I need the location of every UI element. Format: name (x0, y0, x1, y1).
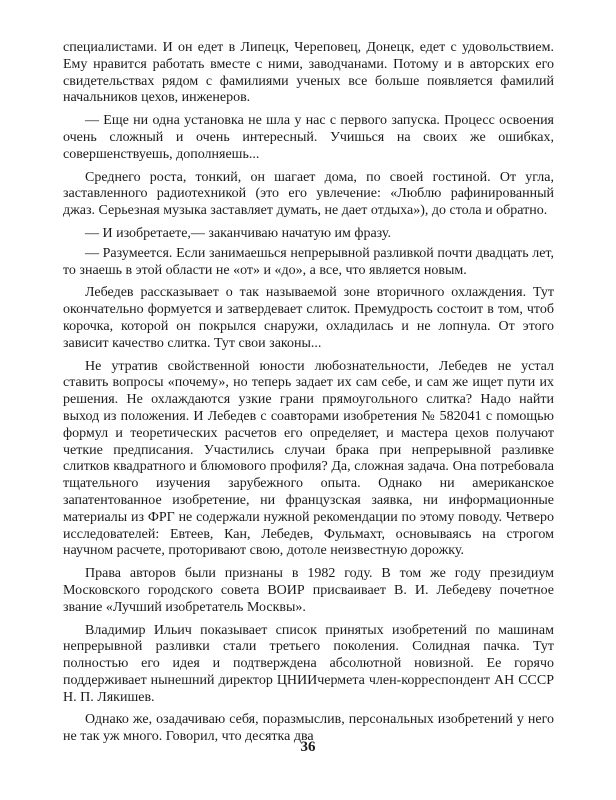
body-text (63, 40, 554, 752)
paragraph-2: — Еще ни одна установка не шла у нас с первого запуска. Процесс освоения очень сложный и очень интересный. Учишься на своих же ошибках, совершенствуешь, дополняешь... (63, 113, 554, 162)
paragraph-1: специалистами. И он едет в Липецк, Череповец, Донецк, едет с удовольствием. Ему нравится работать вместе с ними, заводчанами. Потому и в авторских его свидетельствах рядом с фамилиями ученых все больше появляется фамилий начальников цехов, инженеров. (63, 40, 554, 106)
paragraph-9: Владимир Ильич показывает список принятых изобретений по машинам непрерывной разливки стали третьего поколения. Солидная пачка. Тут полностью его идея и подтверждена абсолютной новизной. Ее горячо поддерживает нынешний директор ЦНИИчермета член-корреспондент АН СССР Н. П. Лякишев. (63, 622, 554, 705)
paragraph-4: — И изобретаете,— заканчиваю начатую им фразу. (85, 225, 392, 241)
page-number: 36 (300, 739, 316, 755)
paragraph-5: — Разумеется. Если занимаешься непрерывной разливкой почти двадцать лет, то знаешь в этой области не «от» и «до», а все, что является новым. (63, 245, 554, 278)
paragraph-10: Однако же, озадачиваю себя, поразмыслив, персональных изобретений у него не так уж много. Говорил, что десятка два (63, 712, 554, 745)
paragraph-7: Не утратив свойственной юности любознательности, Лебедев не устал ставить вопросы «почему», но теперь задает их сам себе, и сам же ищет пути их решения. Не охлаждаются узкие грани прямоугольного слитка? Надо найти выход из положения. И Лебедев с соавторами изобретения № 582041 с помощью формул и теоретических расчетов его определяет, и мастера цехов получают четкие предписания. Участились случаи брака при непрерывной разливке слитков квадратного и блюмового профиля? Да, сложная задача. Она потребовала тщательного изучения зарубежного опыта. Однако ни американское запатентованное изобретение, ни французская заявка, ни информационные материалы из ФРГ не содержали нужной рекомендации по этому поводу. Четверо исследователей: Евтеев, Кан, Лебедев, Фульмахт, основываясь на строгом научном расчете, проторивают свою, дотоле неизвестную дорожку. (63, 358, 554, 559)
paragraph-8: Права авторов были признаны в 1982 году. В том же году президиум Московского городского совета ВОИР присваивает В. И. Лебедеву почетное звание «Лучший изобретатель Москвы». (63, 566, 554, 615)
paragraph-3: Среднего роста, тонкий, он шагает дома, по своей гостиной. От угла, заставленного радиотехникой (это его увлечение: «Люблю рафинированный джаз. Серьезная музыка заставляет думать, не дает отдыха»), до стола и обратно. (63, 169, 554, 219)
paragraph-6: Лебедев рассказывает о так называемой зоне вторичного охлаждения. Тут окончательно формуется и затвердевает слиток. Премудрость состоит в том, чтоб корочка, которой он покрылся снаружи, охладилась и не лопнула. От этого зависит качество слитка. Тут свои законы... (63, 285, 554, 351)
